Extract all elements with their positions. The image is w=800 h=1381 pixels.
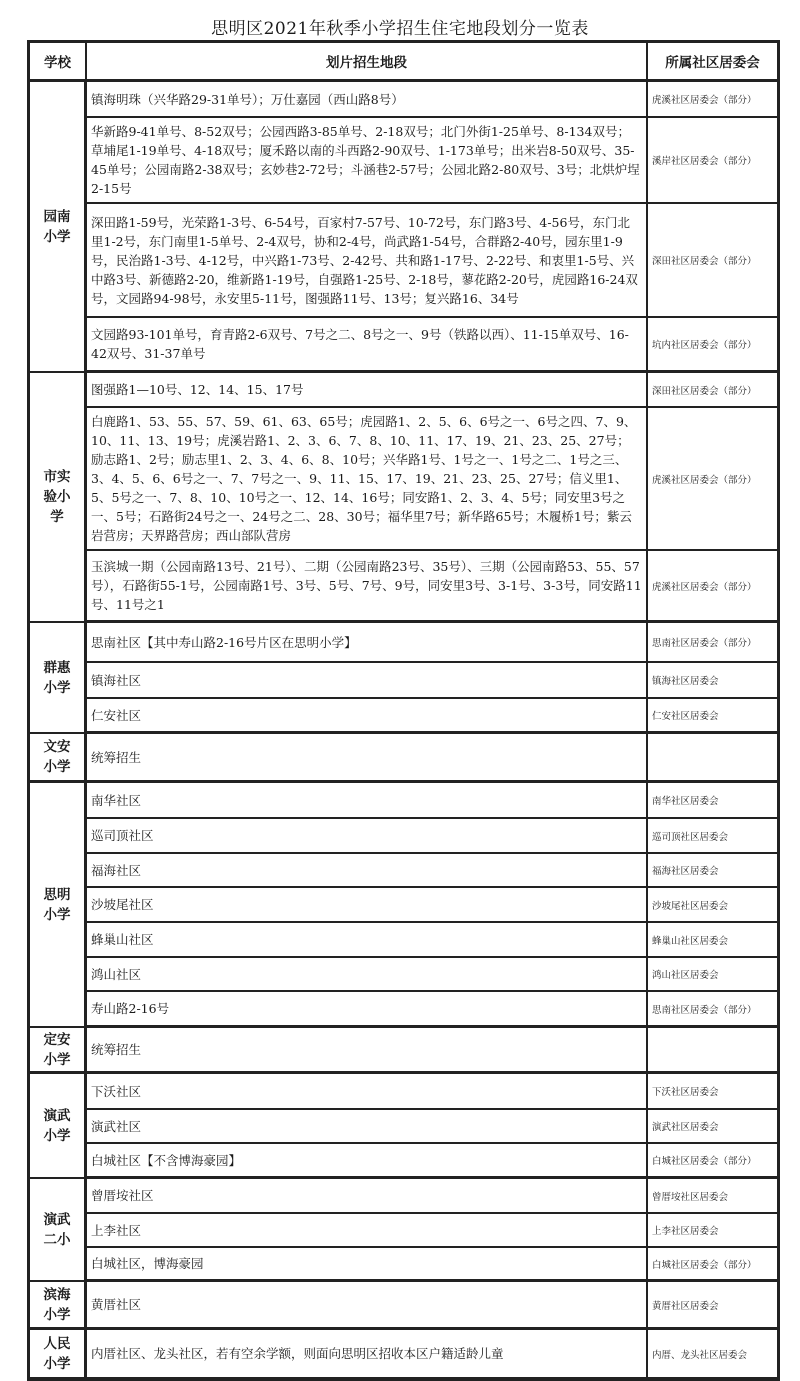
community-committee-cell: 坑内社区居委会（部分） <box>647 317 778 372</box>
enrollment-area-cell: 南华社区 <box>86 782 647 818</box>
school-name: 滨海小学 <box>43 1286 71 1323</box>
table-row <box>29 1073 778 1109</box>
table-row <box>29 407 778 550</box>
school-name-cell <box>29 1329 86 1379</box>
enrollment-area-cell: 思南社区【其中寿山路2-16号片区在思明小学】 <box>86 622 647 662</box>
community-committee-cell: 福海社区居委会 <box>647 853 778 887</box>
community-committee-cell: 仁安社区居委会 <box>647 698 778 733</box>
community-committee-cell: 内厝、龙头社区居委会 <box>647 1329 778 1379</box>
header-area: 划片招生地段 <box>86 42 647 81</box>
table-row <box>29 733 778 782</box>
school-name-cell <box>29 733 86 782</box>
school-name-cell <box>29 372 86 622</box>
community-committee-cell: 虎溪社区居委会（部分） <box>647 81 778 117</box>
header-community: 所属社区居委会 <box>647 42 778 81</box>
school-name-cell <box>29 1027 86 1073</box>
school-name: 定安小学 <box>43 1031 71 1068</box>
table-row <box>29 1143 778 1178</box>
table-header-row <box>29 42 778 81</box>
enrollment-area-cell: 镇海明珠（兴华路29-31单号）；万仕嘉园（西山路8号） <box>86 81 647 117</box>
community-committee-cell: 虎溪社区居委会（部分） <box>647 407 778 550</box>
enrollment-area-cell: 白鹿路1、53、55、57、59、61、63、65号；虎园路1、2、5、6、6号之一、6号之四、7、9、10、11、13、19号；虎溪岩路1、2、3、6、7、8、10、11、17、19、21、23、25、27号；励志路1、2号；励志里1、2、3、4、6、8、10号；兴华路1号、1号之一、1号之二、1号之三、3、4、5、6、6号之一、7、7号之一、9、11、15、17、19、21、23、25、27号；信义里1、5、5号之一、7、8、10、10号之一、12、14、16号；同安路1、2、3、4、5号；同安里3号之一、5号；石路街24号之一、24号之二、28、30号；福华里7号；新华路65号；木履桥1号；紫云岩营房；天界路营房；西山部队营房 <box>86 407 647 550</box>
enrollment-area-cell: 蜂巢山社区 <box>86 922 647 957</box>
enrollment-area-cell: 仁安社区 <box>86 698 647 733</box>
table-row <box>29 818 778 853</box>
enrollment-area-cell: 黄厝社区 <box>86 1281 647 1329</box>
table-row <box>29 991 778 1027</box>
table-row <box>29 887 778 922</box>
table-row <box>29 81 778 117</box>
enrollment-area-cell: 沙坡尾社区 <box>86 887 647 922</box>
school-name-cell <box>29 1281 86 1329</box>
community-committee-cell: 思南社区居委会（部分） <box>647 991 778 1027</box>
table-row <box>29 782 778 818</box>
enrollment-area-cell: 上李社区 <box>86 1213 647 1247</box>
table-row <box>29 550 778 622</box>
enrollment-area-cell: 文园路93-101单号，育青路2-6双号、7号之二、8号之一、9号（铁路以西）、11-15单双号、16-42双号、31-37单号 <box>86 317 647 372</box>
school-name: 文安小学 <box>43 739 71 775</box>
community-committee-cell <box>647 1027 778 1073</box>
table-row <box>29 1281 778 1329</box>
community-committee-cell: 白城社区居委会（部分） <box>647 1143 778 1178</box>
table-row <box>29 1027 778 1073</box>
enrollment-area-cell: 福海社区 <box>86 853 647 887</box>
school-name: 演武二小 <box>43 1211 71 1248</box>
table-row <box>29 1329 778 1379</box>
community-committee-cell: 思南社区居委会（部分） <box>647 622 778 662</box>
table-row <box>29 1247 778 1281</box>
table-row <box>29 922 778 957</box>
school-name-cell <box>29 622 86 733</box>
enrollment-table <box>27 40 780 1381</box>
school-name: 市实验小学 <box>43 469 71 525</box>
community-committee-cell: 黄厝社区居委会 <box>647 1281 778 1329</box>
school-name-cell <box>29 81 86 372</box>
school-name: 园南小学 <box>43 208 71 245</box>
school-name-cell <box>29 1178 86 1281</box>
table-row <box>29 1213 778 1247</box>
school-name: 演武小学 <box>43 1107 71 1144</box>
school-name-cell <box>29 782 86 1027</box>
school-name-cell <box>29 1073 86 1178</box>
enrollment-area-cell: 巡司顶社区 <box>86 818 647 853</box>
community-committee-cell: 镇海社区居委会 <box>647 662 778 698</box>
table-row <box>29 317 778 372</box>
enrollment-area-cell: 镇海社区 <box>86 662 647 698</box>
school-name: 群惠小学 <box>43 659 71 696</box>
enrollment-area-cell: 玉滨城一期（公园南路13号、21号）、二期（公园南路23号、35号）、三期（公园南路53、55、57号），石路街55-1号，公园南路1号、3号、5号、7号、9号，同安里3号、3-1号、3-3号，同安路11号、11号之1 <box>86 550 647 622</box>
enrollment-area-cell: 图强路1—10号、12、14、15、17号 <box>86 372 647 407</box>
table-body <box>29 81 778 1379</box>
enrollment-area-cell: 统筹招生 <box>86 1027 647 1073</box>
community-committee-cell: 白城社区居委会（部分） <box>647 1247 778 1281</box>
community-committee-cell <box>647 733 778 782</box>
enrollment-area-cell: 曾厝垵社区 <box>86 1178 647 1213</box>
table-row <box>29 1109 778 1143</box>
community-committee-cell: 沙坡尾社区居委会 <box>647 887 778 922</box>
community-committee-cell: 溪岸社区居委会（部分） <box>647 117 778 203</box>
table-row <box>29 372 778 407</box>
community-committee-cell: 下沃社区居委会 <box>647 1073 778 1109</box>
table-row <box>29 203 778 317</box>
table-row <box>29 698 778 733</box>
enrollment-area-cell: 鸿山社区 <box>86 957 647 991</box>
table-row <box>29 1178 778 1213</box>
community-committee-cell: 虎溪社区居委会（部分） <box>647 550 778 622</box>
enrollment-area-cell: 内厝社区、龙头社区，若有空余学额，则面向思明区招收本区户籍适龄儿童 <box>86 1329 647 1379</box>
enrollment-area-cell: 华新路9-41单号、8-52双号；公园西路3-85单号、2-18双号；北门外街1-25单号、8-134双号；草埔尾1-19单号、4-18双号；厦禾路以南的斗西路2-90双号、1-173单号；出米岩8-50双号、35-45单号；公园南路2-38双号；玄妙巷2-72号；斗涵巷2-57号；公园北路2-80双号、3号；北烘炉埕2-15号 <box>86 117 647 203</box>
community-committee-cell: 上李社区居委会 <box>647 1213 778 1247</box>
community-committee-cell: 蜂巢山社区居委会 <box>647 922 778 957</box>
header-school: 学校 <box>29 42 86 81</box>
enrollment-area-cell: 深田路1-59号，光荣路1-3号、6-54号，百家村7-57号、10-72号，东门路3号、4-56号，东门北里1-2号，东门南里1-5单号、2-4双号，协和2-4号，尚武路1-54号，合群路2-40号，园东里1-9号，民治路1-3号、4-12号，中兴路1-73号、2-42号、共和路1-17号、2-22号、和衷里1-5号、兴中路3号、新德路2-20，维新路1-19号，自强路1-25号、2-18号，蓼花路2-20号，虎园路16-24双号，文园路94-98号，永安里5-11号，图强路11号、13号；复兴路16、34号 <box>86 203 647 317</box>
enrollment-area-cell: 统筹招生 <box>86 733 647 782</box>
enrollment-area-cell: 白城社区，博海豪园 <box>86 1247 647 1281</box>
table-row <box>29 622 778 662</box>
community-committee-cell: 深田社区居委会（部分） <box>647 203 778 317</box>
community-committee-cell: 演武社区居委会 <box>647 1109 778 1143</box>
table-row <box>29 662 778 698</box>
table-row <box>29 117 778 203</box>
table-row <box>29 853 778 887</box>
community-committee-cell: 鸿山社区居委会 <box>647 957 778 991</box>
enrollment-area-cell: 白城社区【不含博海豪园】 <box>86 1143 647 1178</box>
enrollment-area-cell: 寿山路2-16号 <box>86 991 647 1027</box>
page-title: 思明区2021年秋季小学招生住宅地段划分一览表 <box>211 19 589 39</box>
community-committee-cell: 巡司顶社区居委会 <box>647 818 778 853</box>
school-name: 人民小学 <box>43 1335 71 1372</box>
community-committee-cell: 南华社区居委会 <box>647 782 778 818</box>
enrollment-area-cell: 演武社区 <box>86 1109 647 1143</box>
community-committee-cell: 深田社区居委会（部分） <box>647 372 778 407</box>
community-committee-cell: 曾厝垵社区居委会 <box>647 1178 778 1213</box>
table-row <box>29 957 778 991</box>
school-name: 思明小学 <box>43 886 71 923</box>
enrollment-area-cell: 下沃社区 <box>86 1073 647 1109</box>
